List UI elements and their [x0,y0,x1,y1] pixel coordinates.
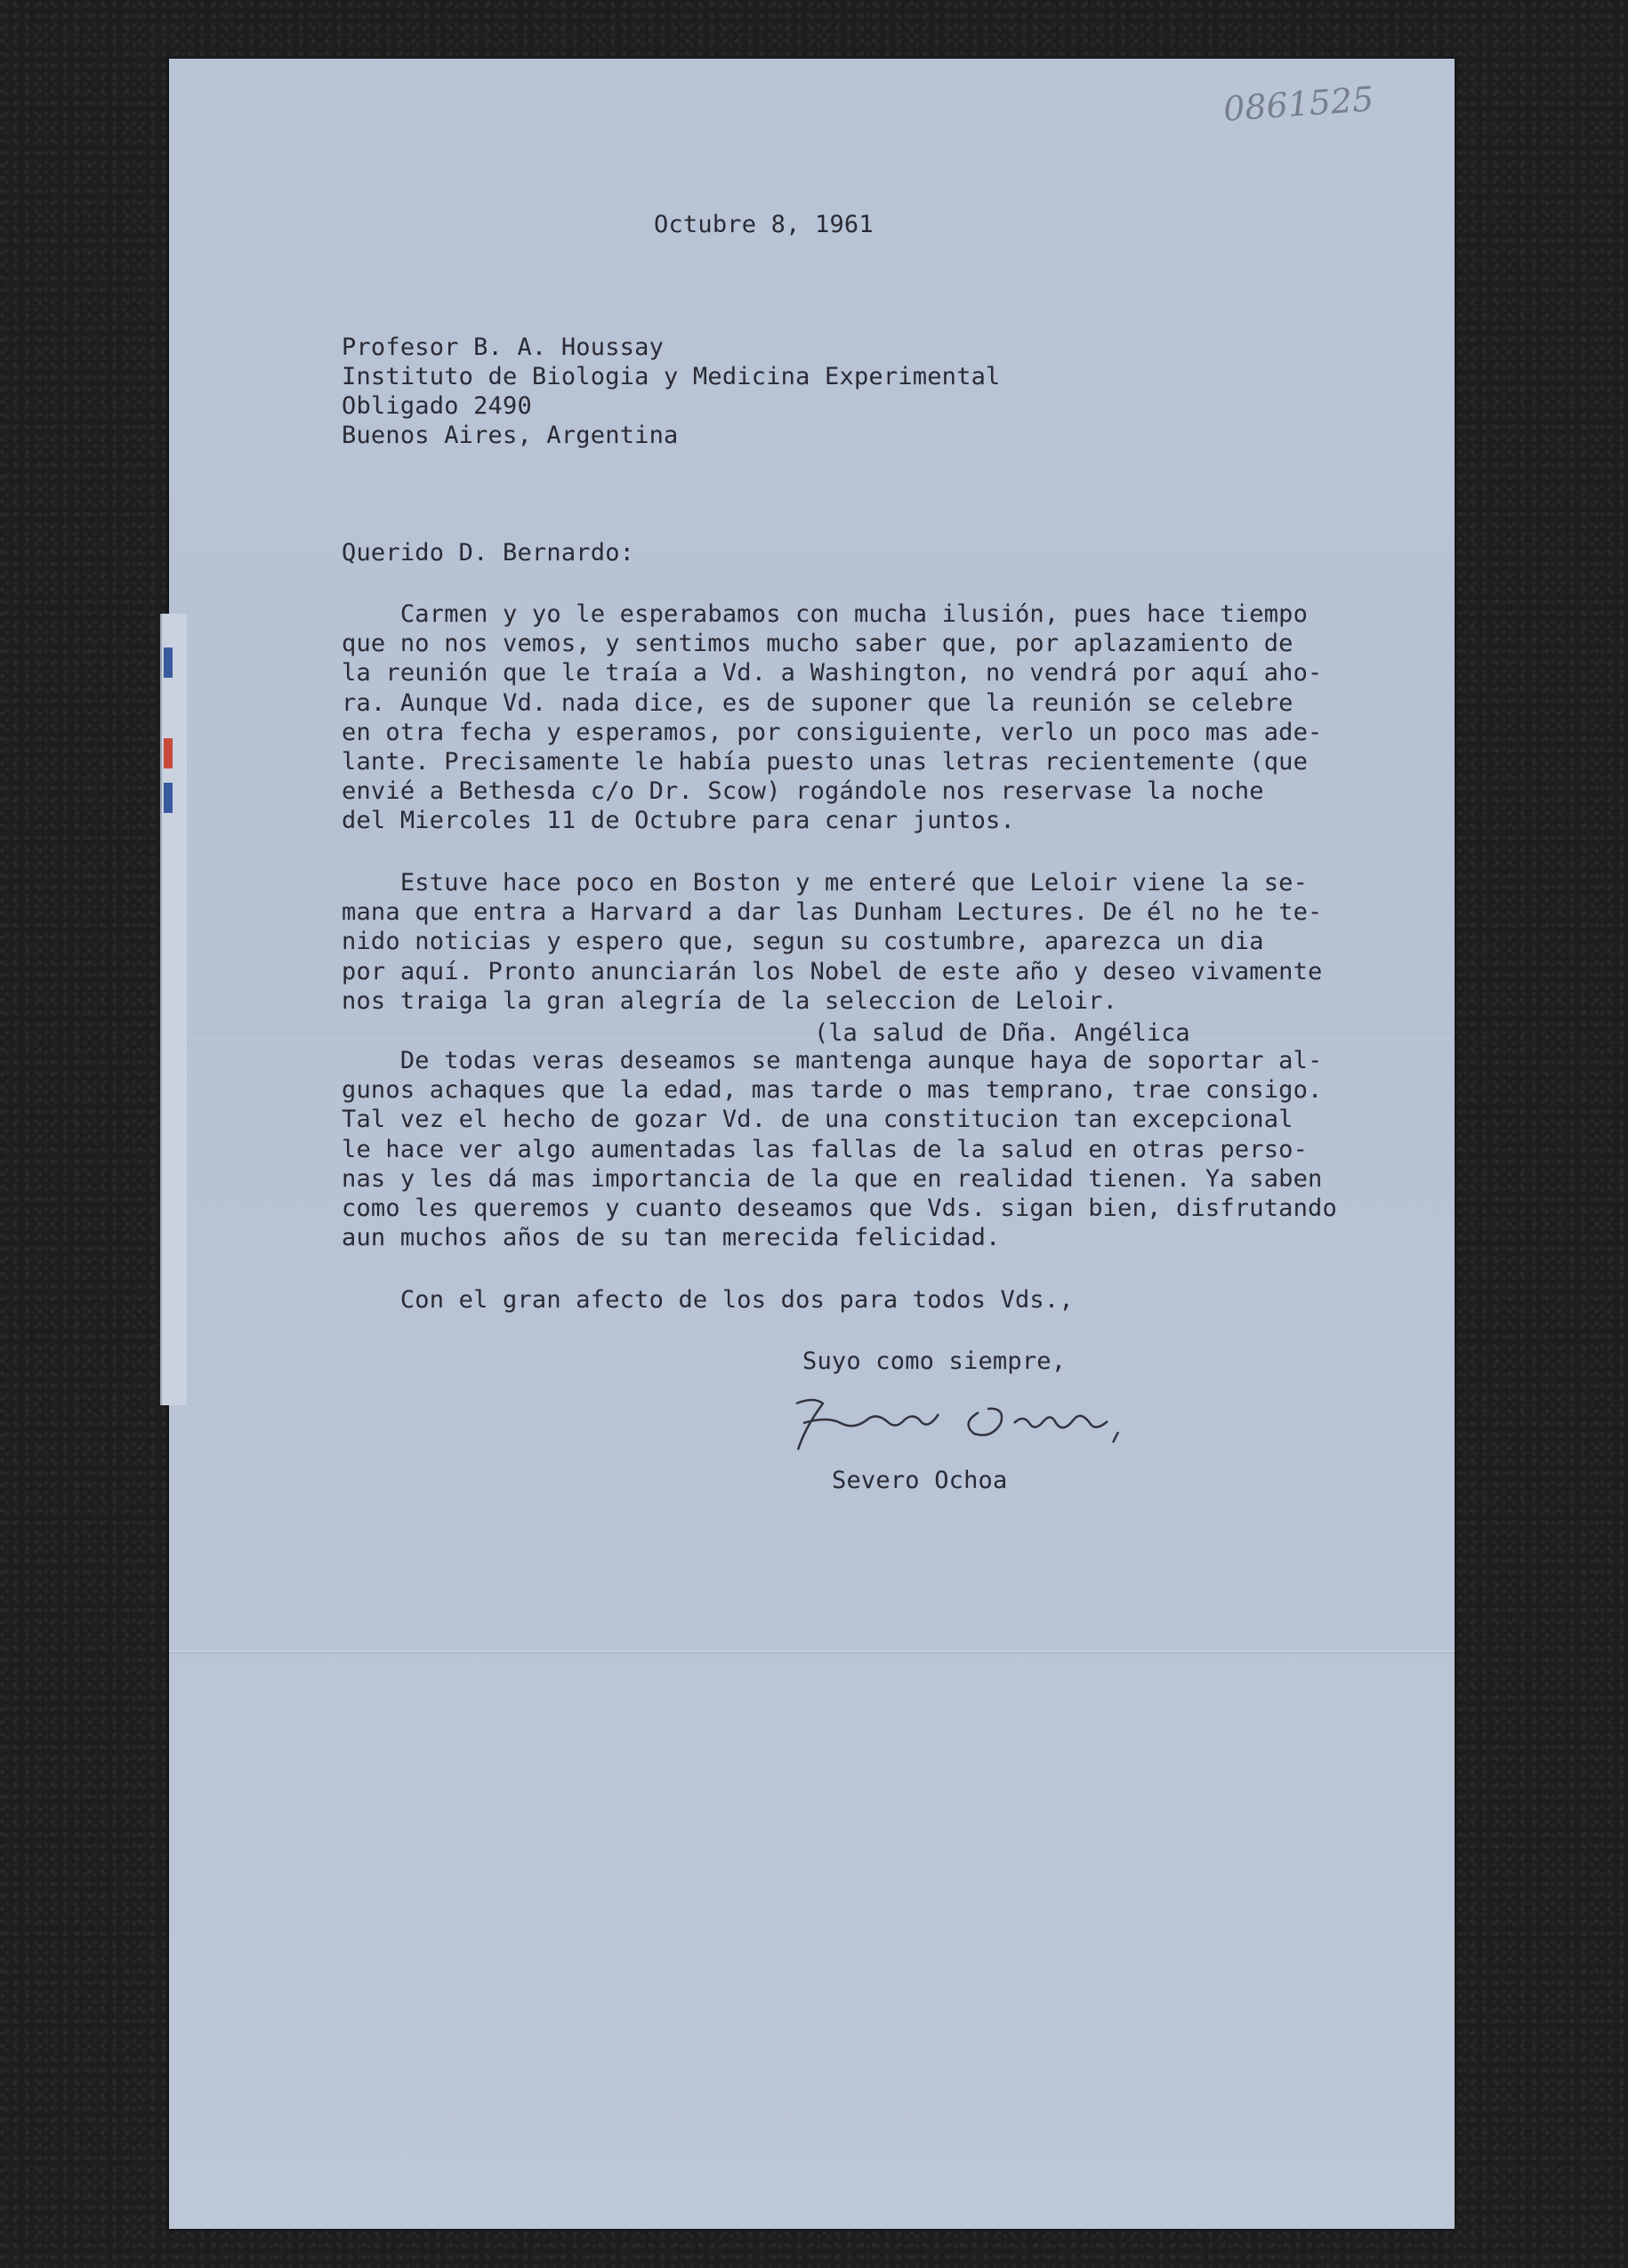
handwritten-annotation: (la salud de Dña. Angélica [814,1019,1190,1047]
paragraph: Estuve hace poco en Boston y me enteré que Leloir viene la se- mana que entra a Harvard a dar las Dunham Lectures. De él no he te- nido noticias y espero que, segun su costumbre, aparezca un dia por aquí. Pronto anunciarán los Nobel de este año y deseo vivamente nos traiga la gran alegría de la seleccion de Leloir. [342,869,1323,1015]
handwritten-signature [787,1387,1179,1459]
fold-line [169,1651,1455,1653]
paragraph: Con el gran afecto de los dos para todos Vds., [342,1286,1074,1314]
signatory-name: Severo Ochoa [832,1467,1008,1494]
airmail-stripe-blue [164,783,173,813]
closing: Suyo como siempre, [802,1347,1067,1375]
letter-date: Octubre 8, 1961 [654,211,874,238]
recipient-line: Instituto de Biologia y Medicina Experimental [342,363,1001,390]
recipient-line: Buenos Aires, Argentina [342,422,679,449]
airmail-stripe-red [164,738,173,768]
salutation: Querido D. Bernardo: [342,539,635,567]
fold-line [169,1039,1455,1042]
recipient-line: Obligado 2490 [342,392,532,420]
airmail-stripe-blue [164,647,173,678]
recipient-line: Profesor B. A. Houssay [342,334,665,361]
paragraph: Carmen y yo le esperabamos con mucha ilusión, pues hace tiempo que no nos vemos, y sentimos mucho saber que, por aplazamiento de la reunión que le traía a Vd. a Washington, no vendrá por aquí aho- ra. Aunque Vd. nada dice, es de suponer que la reunión se celebre en otra fecha y esperamos, por consiguiente, verlo un poco mas ade- lante. Precisamente le había puesto unas letras recientemente (que envié a Bethesda c/o Dr. Scow) rogándole nos reservase la noche del Miercoles 11 de Octubre para cenar juntos. [342,600,1323,835]
paragraph: De todas veras deseamos se mantenga aunque haya de soportar al- gunos achaques que la edad, mas tarde o mas temprano, trae consigo. Tal vez el hecho de gozar Vd. de una constitucion tan excepcional le hace ver algo aumentadas las fallas de la salud en otras perso- nas y les dá mas importancia de la que en realidad tienen. Ya saben como les queremos y cuanto deseamos que Vds. sigan bien, disfrutando aun muchos años de su tan merecida felicidad. [342,1047,1337,1252]
envelope-flap [160,614,187,1405]
archive-number: 0861525 [1221,79,1375,129]
